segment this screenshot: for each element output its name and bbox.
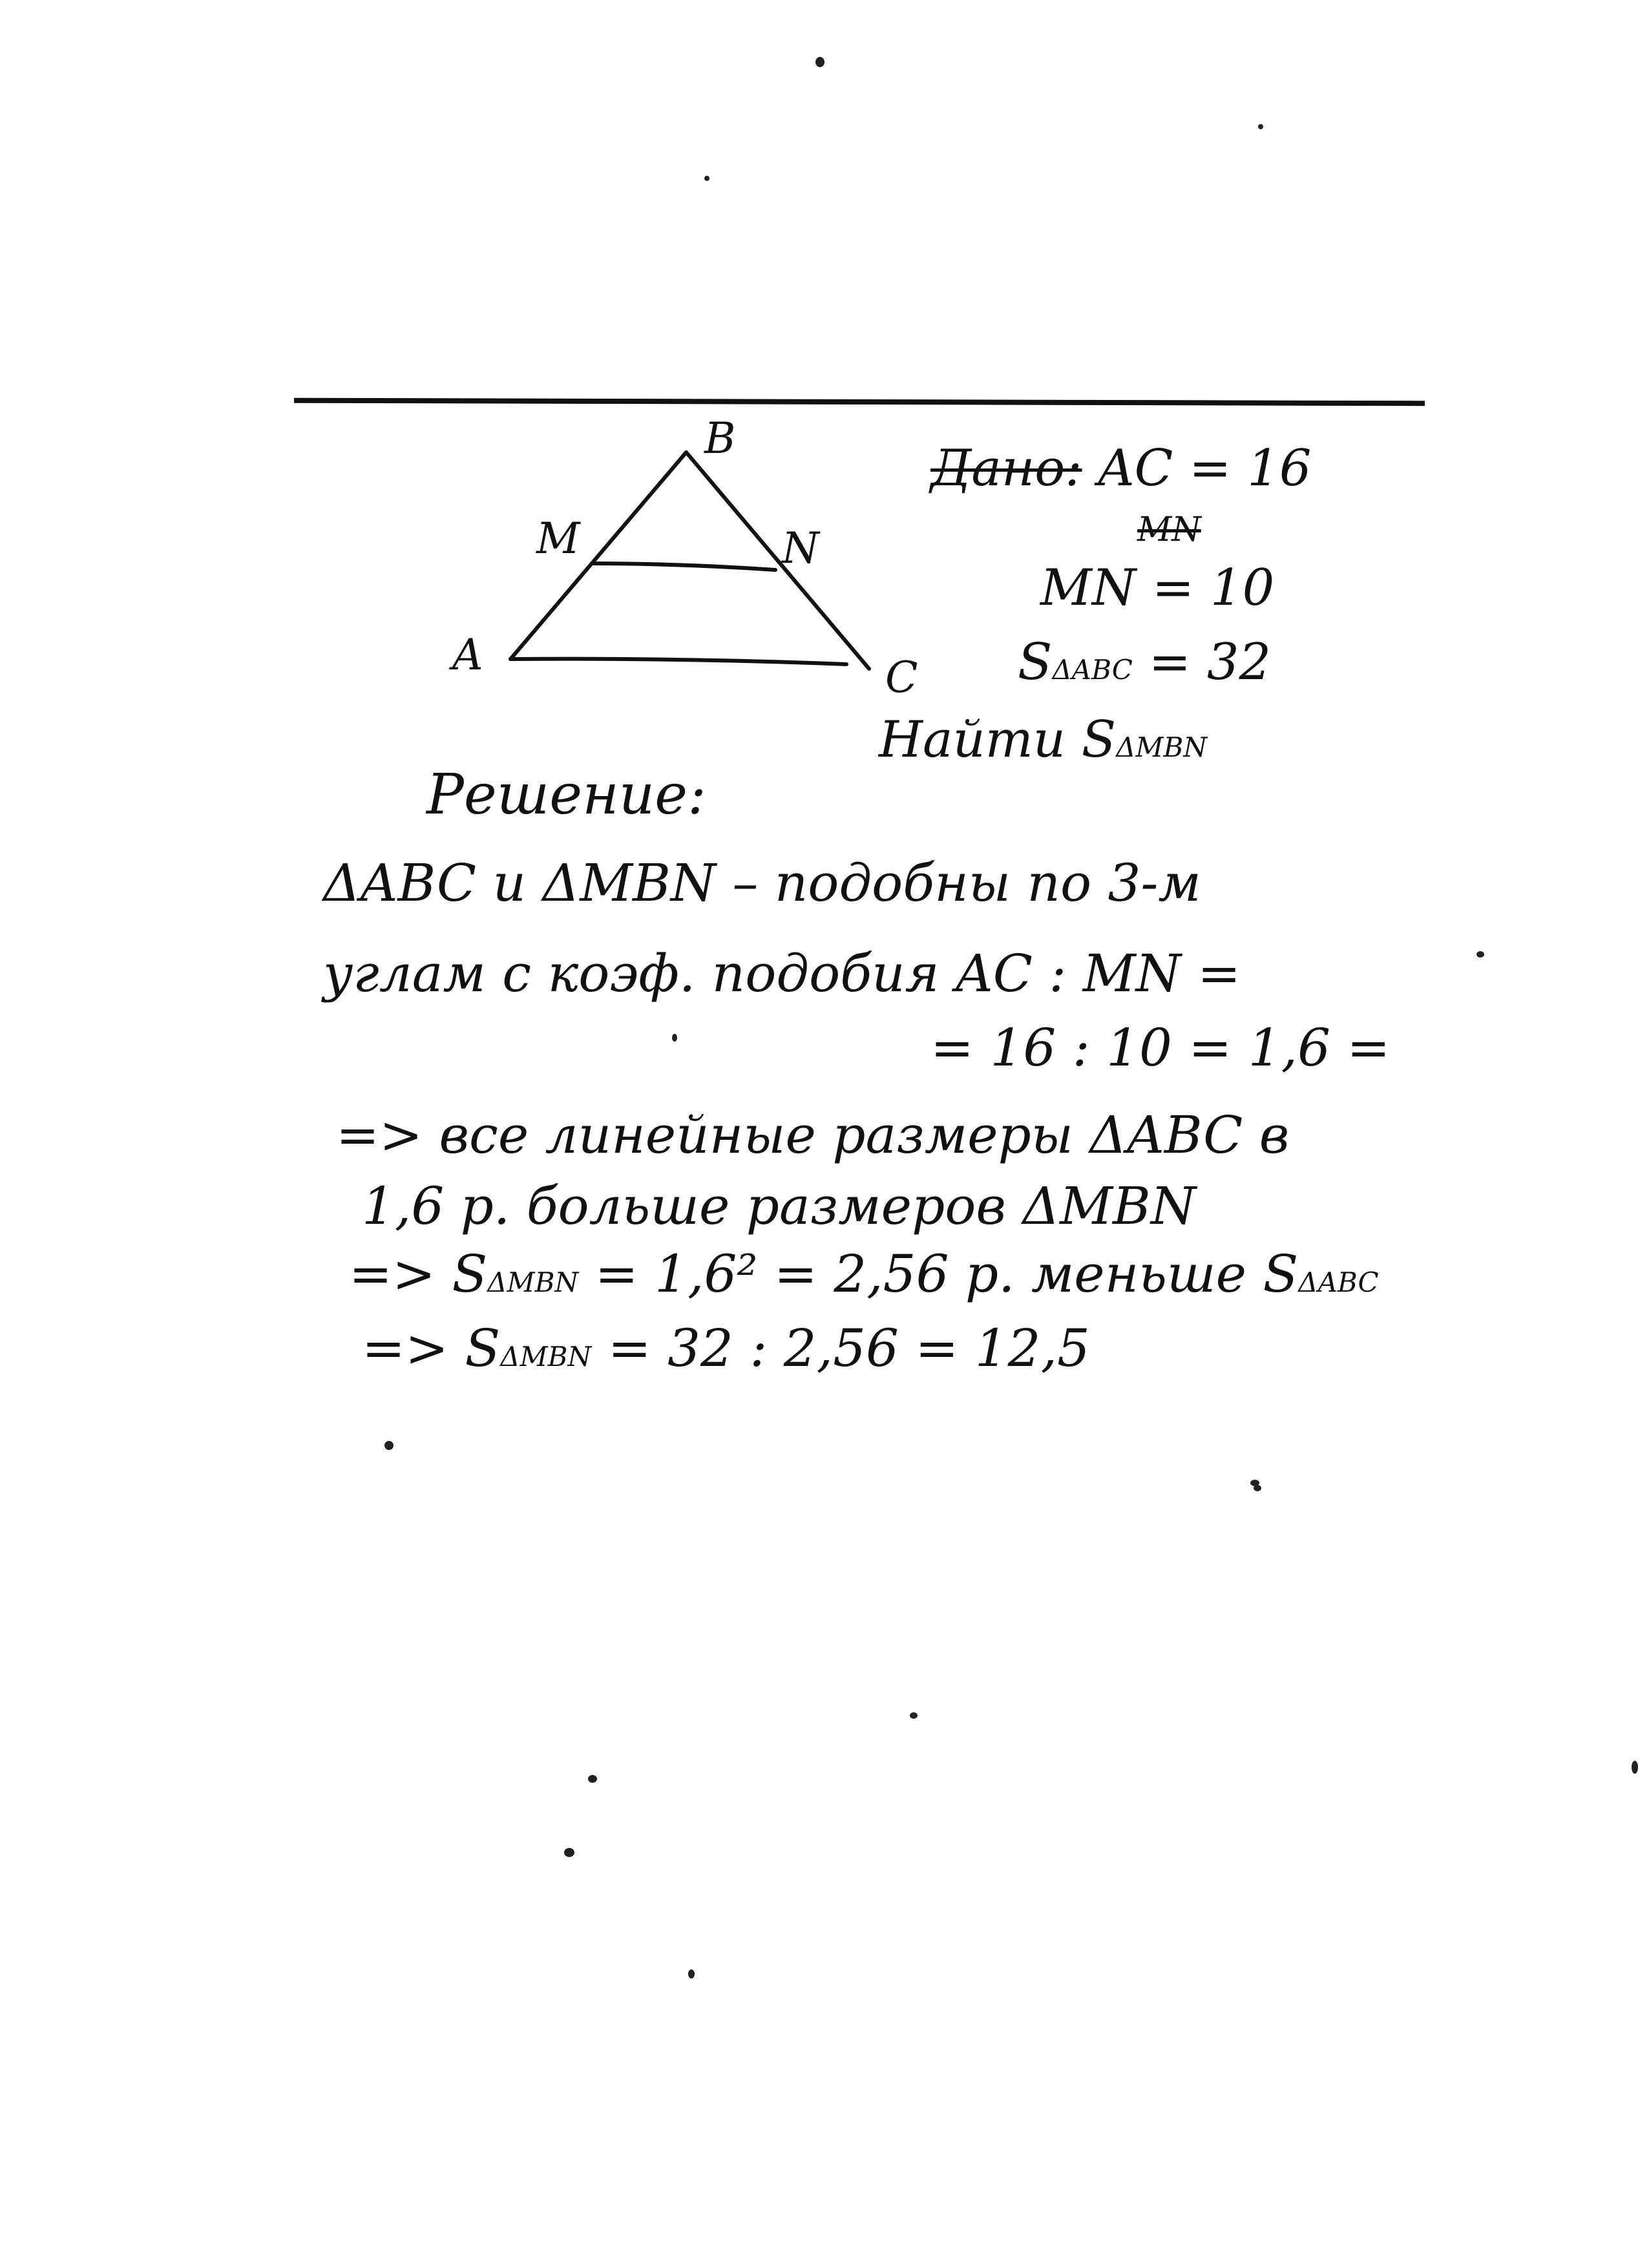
solution-heading: Решение: — [426, 762, 707, 827]
segment-mn — [593, 563, 775, 570]
given-area-abc: SΔABC = 32 — [1018, 633, 1272, 691]
given-find: Найти SΔMBN — [879, 711, 1208, 769]
vertex-label-n: N — [782, 523, 819, 573]
given-ac: AC = 16 — [1098, 439, 1312, 498]
solution-line-5: 1,6 р. больше размеров ΔMBN — [362, 1176, 1196, 1236]
solution-line-2: углам с коэф. подобия AC : MN = — [323, 943, 1241, 1003]
given-mn: MN = 10 — [1040, 559, 1275, 617]
solution-line-4: => все линейные размеры ΔABC в — [336, 1105, 1290, 1165]
vertex-label-a: A — [452, 630, 483, 680]
vertex-label-c: C — [885, 653, 918, 702]
side-bc — [686, 452, 869, 669]
side-ac — [510, 659, 846, 664]
vertex-label-m: M — [536, 514, 580, 563]
given-struck-text: MN — [1137, 510, 1201, 549]
solution-line-1: ΔABC и ΔMBN – подобны по 3-м — [323, 853, 1201, 913]
solution-line-7: => SΔMBN = 32 : 2,56 = 12,5 — [362, 1318, 1090, 1378]
vertex-label-b: B — [704, 414, 736, 463]
solution-line-6: => SΔMBN = 1,6² = 2,56 р. меньше SΔABC — [349, 1244, 1379, 1304]
given-heading: Дано: — [930, 439, 1082, 498]
solution-line-3: = 16 : 10 = 1,6 = — [930, 1018, 1391, 1078]
